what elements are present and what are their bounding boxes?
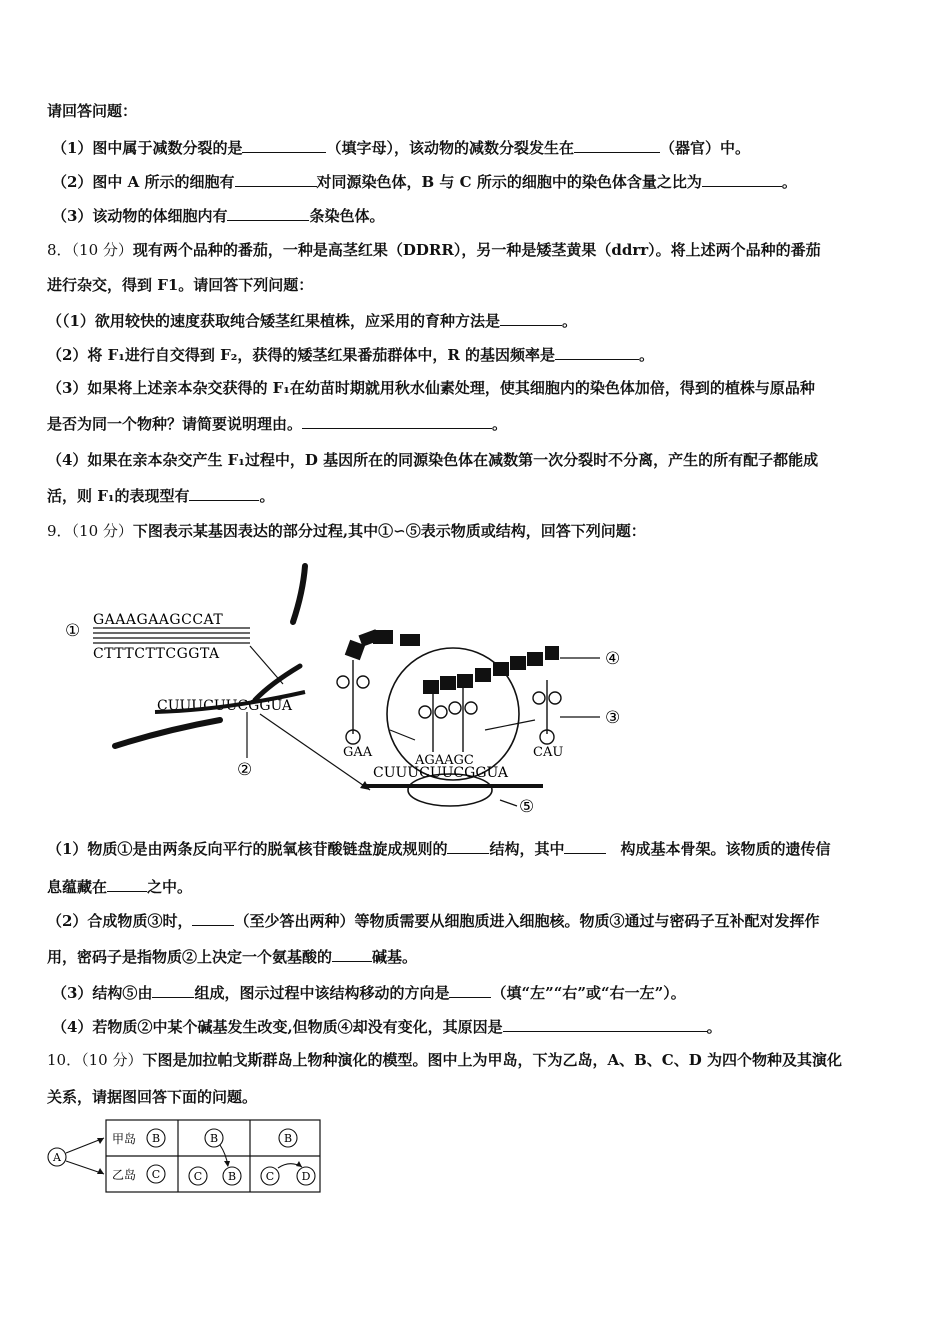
arrowhead — [296, 1161, 302, 1167]
trna-center — [419, 688, 477, 752]
label-4: ④ — [605, 649, 621, 669]
dna-helix-lines — [93, 628, 250, 643]
dna-strand-bottom-curve — [115, 720, 220, 746]
answer-blank[interactable] — [302, 413, 492, 429]
answer-blank[interactable] — [447, 838, 489, 854]
answer-blank[interactable] — [189, 485, 259, 501]
answer-blank[interactable] — [564, 838, 606, 854]
q9-item-3: （3）结构⑤由 组成，图示过程中该结构移动的方向是 （填“左”“右”或“右一左”）。 — [52, 984, 686, 1002]
answer-blank[interactable] — [503, 1016, 707, 1032]
label-5: ⑤ — [519, 797, 535, 817]
q9-item-2-cont: 用，密码子是指物质②上决定一个氨基酸的 碱基。 — [47, 948, 418, 966]
q7-item-3: （3）该动物的体细胞内有 条染色体。 — [52, 207, 385, 225]
question-number: 9．（10 分） — [47, 522, 133, 540]
q9-item-2: （2）合成物质③时， （至少答出两种）等物质需要从细胞质进入细胞核。物质③通过与密码子互补配对发挥作 — [47, 912, 820, 930]
answer-blank[interactable] — [574, 137, 660, 153]
answer-blank[interactable] — [702, 171, 782, 187]
q7-item-1: （1）图中属于减数分裂的是 （填字母），该动物的减数分裂发生在 （器官）中。 — [52, 139, 750, 157]
species-a-label: A — [53, 1151, 61, 1164]
arrow-transcription — [250, 646, 283, 684]
species-d-label: D — [301, 1170, 311, 1183]
species-b-label: B — [227, 1170, 237, 1183]
q9-stem: 9．（10 分）下图表示某基因表达的部分过程,其中①∽⑤表示物质或结构，回答下列问题： — [47, 522, 646, 540]
q8-stem-1: 8．（10 分）现有两个品种的番茄，一种是高茎红果（DDRR），另一种是矮茎黄果（ddrr）。将上述两个品种的番茄 — [47, 241, 821, 259]
q10-stem-1: 10．（10 分）下图是加拉帕戈斯群岛上物种演化的模型。图中上为甲岛，下为乙岛，A、B、C、D 为四个物种及其演化 — [47, 1051, 842, 1069]
answer-blank[interactable] — [449, 982, 491, 998]
species-evolution-figure — [44, 1116, 324, 1198]
species-c-label: C — [193, 1170, 203, 1183]
answer-blank[interactable] — [500, 310, 562, 326]
answer-blank[interactable] — [152, 982, 194, 998]
polypeptide-chain — [423, 646, 559, 694]
answer-blank[interactable] — [227, 205, 309, 221]
answer-blank[interactable] — [107, 876, 147, 892]
dna-top-strand: GAAAGAAGCCAT — [93, 612, 224, 628]
anticodon-right: CAU — [533, 745, 564, 760]
arrowhead — [224, 1161, 230, 1167]
question-number: 8．（10 分） — [47, 241, 133, 259]
species-b-label: B — [151, 1132, 161, 1145]
species-c-label: C — [265, 1170, 275, 1183]
q8-item-4-cont: 活，则 F₁的表现型有 。 — [47, 487, 275, 505]
answer-blank[interactable] — [235, 171, 317, 187]
trna-right — [533, 680, 561, 744]
leader-line-5 — [500, 800, 517, 806]
q8-item-1: （（1）欲用较快的速度获取纯合矮茎红果植株，应采用的育种方法是 。 — [47, 312, 577, 330]
island-jia-label: 甲岛 — [112, 1132, 137, 1146]
trna-left — [337, 660, 369, 744]
anticodon-left: GAA — [343, 745, 373, 760]
answer-blank[interactable] — [555, 344, 639, 360]
label-1: ① — [65, 621, 81, 641]
species-b-label: B — [283, 1132, 293, 1145]
q8-stem-2: 进行杂交，得到 F1。请回答下列问题： — [47, 276, 314, 294]
q7-item-2: （2）图中 A 所示的细胞有 对同源染色体，B 与 C 所示的细胞中的染色体含量之比为 。 — [52, 173, 797, 191]
answer-blank[interactable] — [242, 137, 326, 153]
anticodon-center: AGAAGC — [415, 753, 474, 768]
arrow-trna-enter — [390, 730, 415, 740]
q8-item-3: （3）如果将上述亲本杂交获得的 F₁在幼苗时期就用秋水仙素处理，使其细胞内的染色体加倍，得到的植株与原品种 — [47, 379, 815, 397]
answer-blank[interactable] — [192, 910, 234, 926]
q8-item-4: （4）如果在亲本杂交产生 F₁过程中，D 基因所在的同源染色体在减数第一次分裂时不分离，产生的所有配子都能成 — [47, 451, 819, 469]
mrna-sequence-right: CUUUCUUCGGUA — [373, 765, 508, 781]
label-2: ② — [237, 760, 253, 780]
arrowhead — [97, 1168, 104, 1174]
gene-expression-figure — [55, 562, 621, 824]
island-yi-label: 乙岛 — [112, 1168, 137, 1182]
mrna-sequence-left: CUUUCUUCGGUA — [157, 698, 292, 714]
q9-item-1: （1）物质①是由两条反向平行的脱氧核苷酸链盘旋成规则的 结构，其中 构成基本骨架。该物质的遗传信 — [47, 840, 831, 858]
label-3: ③ — [605, 708, 621, 728]
dna-bottom-strand: CTTTCTTCGGTA — [93, 646, 220, 662]
intro-text: 请回答问题： — [47, 102, 138, 120]
question-number: 10．（10 分） — [47, 1051, 143, 1069]
q8-item-2: （2）将 F₁进行自交得到 F₂，获得的矮茎红果番茄群体中，R 的基因频率是 。 — [47, 346, 655, 364]
q9-item-1-cont: 息蕴藏在 之中。 — [47, 878, 193, 896]
dna-strand-top-curve — [293, 566, 305, 622]
amino-acid — [400, 634, 420, 646]
q9-item-4: （4）若物质②中某个碱基发生改变,但物质④却没有变化，其原因是 。 — [52, 1018, 722, 1036]
amino-acid — [373, 630, 393, 644]
q10-stem-2: 关系，请据图回答下面的问题。 — [47, 1088, 258, 1106]
species-c-label: C — [151, 1168, 161, 1181]
q8-item-3-cont: 是否为同一个物种？请简要说明理由。 。 — [47, 415, 508, 433]
answer-blank[interactable] — [332, 946, 372, 962]
arrow-trna-exit — [485, 720, 535, 730]
species-b-label: B — [209, 1132, 219, 1145]
arrowhead — [97, 1138, 104, 1144]
